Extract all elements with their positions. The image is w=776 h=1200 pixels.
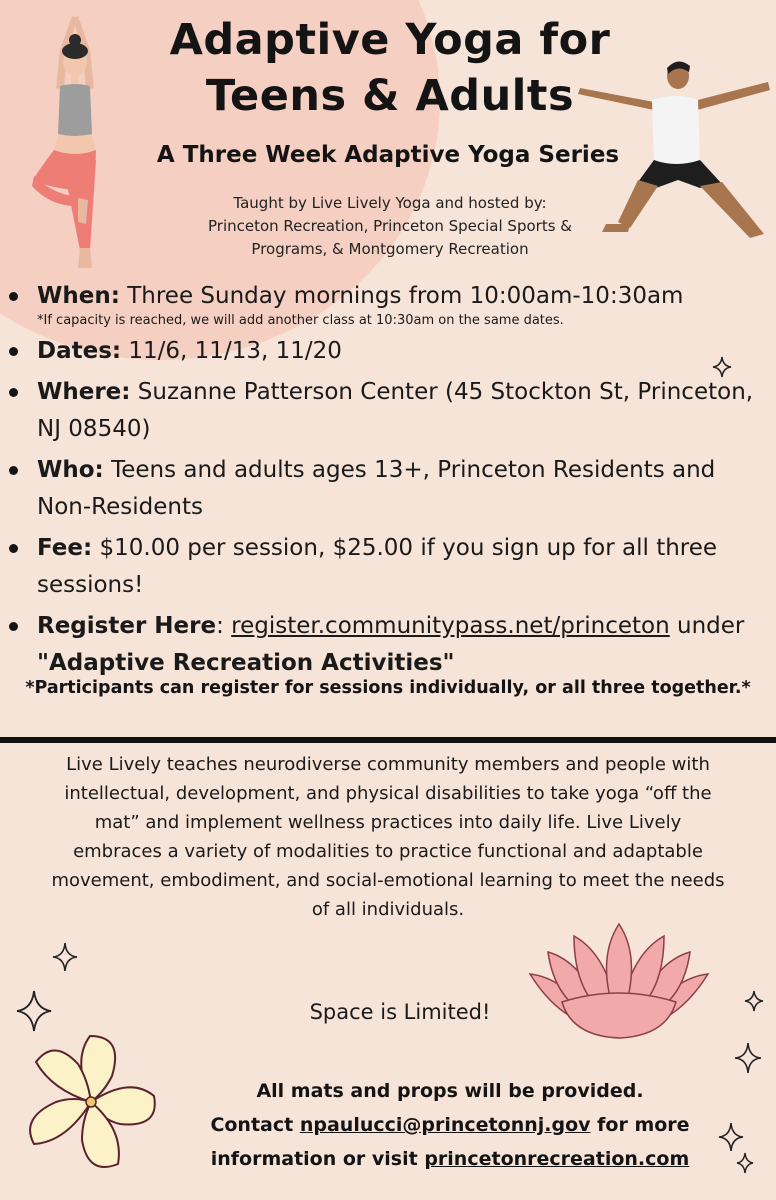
- sparkle-icon: [744, 990, 764, 1012]
- hosted-by-line-3: Programs, & Montgomery Recreation: [251, 240, 529, 258]
- contact-word: Contact: [210, 1114, 294, 1136]
- website-line: [170, 1142, 730, 1176]
- page-subtitle: A Three Week Adaptive Yoga Series: [156, 142, 620, 168]
- sparkle-icon: [16, 990, 52, 1032]
- sparkle-icon: [712, 356, 732, 378]
- who-label: Who:: [37, 457, 104, 483]
- website-link[interactable]: princetonrecreation.com: [424, 1148, 690, 1170]
- fee-label: Fee:: [37, 535, 93, 561]
- contact-email-link[interactable]: npaulucci@princetonnj.gov: [299, 1114, 591, 1136]
- who-text: Teens and adults ages 13+, Princeton Residents and Non-Residents: [37, 457, 716, 520]
- about-line-3: mat” and implement wellness practices into daily life. Live Lively: [94, 812, 682, 833]
- hosted-by-line-1: Taught by Live Lively Yoga and hosted by:: [233, 194, 547, 212]
- when-label: When:: [37, 283, 120, 309]
- detail-who: [37, 452, 760, 526]
- register-colon: :: [216, 613, 224, 639]
- contact-line: [170, 1108, 730, 1142]
- capacity-note: *If capacity is reached, we will add another class at 10:30am on the same dates.: [37, 313, 564, 328]
- fee-text: $10.00 per session, $25.00 if you sign up for all three sessions!: [37, 535, 718, 598]
- sparkle-icon: [52, 942, 78, 972]
- where-label: Where:: [37, 379, 131, 405]
- contact-info: [170, 1074, 730, 1176]
- sparkle-icon: [734, 1042, 762, 1074]
- detail-where: [37, 374, 760, 448]
- detail-fee: [37, 530, 760, 604]
- about-line-5: movement, embodiment, and social-emotional learning to meet the needs: [51, 870, 725, 891]
- about-line-4: embraces a variety of modalities to practice functional and adaptable: [73, 841, 703, 862]
- title-line-1: Adaptive Yoga for: [169, 15, 611, 65]
- page-title: [110, 12, 670, 124]
- register-category: "Adaptive Recreation Activities": [37, 650, 455, 676]
- hosted-by: [140, 192, 640, 261]
- detail-when: [37, 278, 760, 329]
- title-line-2: Teens & Adults: [205, 71, 575, 121]
- contact-for-more: for more: [597, 1114, 690, 1136]
- about-line-2: intellectual, development, and physical disabilities to take yoga “off the: [64, 783, 712, 804]
- register-under: under: [677, 613, 745, 639]
- register-label: Register Here: [37, 613, 217, 639]
- about-line-1: Live Lively teaches neurodiverse community members and people with: [66, 754, 710, 775]
- about-live-lively: [0, 750, 776, 924]
- hosted-by-line-2: Princeton Recreation, Princeton Special Sports &: [208, 217, 572, 235]
- register-link[interactable]: register.communitypass.net/princeton: [231, 613, 670, 639]
- dates-text: 11/6, 11/13, 11/20: [128, 338, 342, 364]
- registration-footnote: *Participants can register for sessions individually, or all three together.*: [25, 678, 751, 698]
- when-text: Three Sunday mornings from 10:00am-10:30am: [127, 283, 684, 309]
- dates-label: Dates:: [37, 338, 122, 364]
- space-limited-text: Space is Limited!: [309, 1000, 491, 1024]
- where-text: Suzanne Patterson Center (45 Stockton St, Princeton, NJ 08540): [37, 379, 754, 442]
- detail-dates: [37, 333, 760, 370]
- section-divider: [0, 737, 776, 743]
- mats-provided: All mats and props will be provided.: [256, 1080, 644, 1102]
- detail-register: [37, 608, 760, 682]
- plumeria-flower-illustration: [20, 1030, 162, 1176]
- sparkle-icon: [736, 1152, 754, 1174]
- info-text: information or visit: [210, 1148, 418, 1170]
- event-details-list: [0, 278, 760, 686]
- about-line-6: of all individuals.: [311, 899, 465, 920]
